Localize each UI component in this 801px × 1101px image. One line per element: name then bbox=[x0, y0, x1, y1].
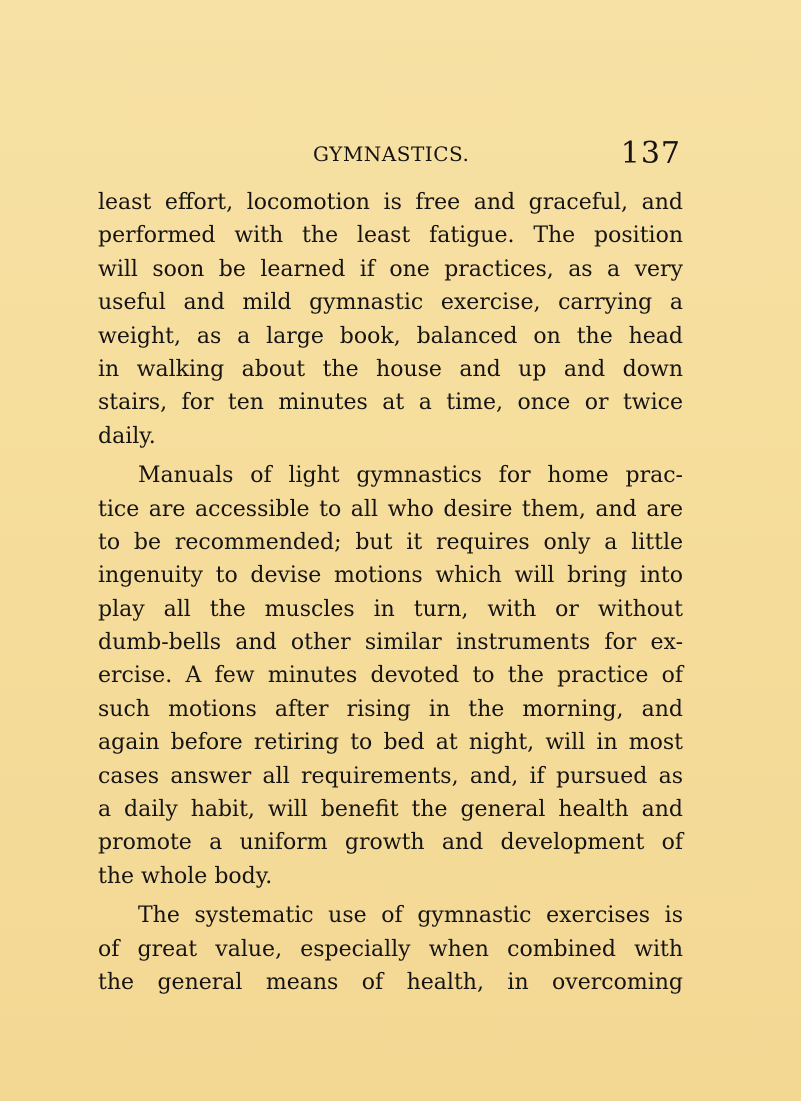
text-line: will soon be learned if one practices, as a very bbox=[98, 256, 683, 282]
running-head bbox=[269, 136, 681, 176]
text-line: to be recommended; but it requires only a little bbox=[98, 529, 683, 555]
text-line: a daily habit, will benefit the general health and bbox=[98, 797, 683, 823]
text-line: The systematic use of gymnastic exercises is bbox=[138, 903, 683, 929]
text-line: stairs, for ten minutes at a time, once or twice bbox=[98, 390, 683, 416]
text-line: the general means of health, in overcoming bbox=[98, 969, 683, 995]
text-line: ingenuity to devise motions which will bring into bbox=[98, 563, 683, 589]
text-line: of great value, especially when combined with bbox=[98, 936, 683, 962]
text-line: Manuals of light gymnastics for home prac- bbox=[138, 463, 683, 489]
page-number: 137 bbox=[620, 136, 681, 171]
text-line: tice are accessible to all who desire them, and are bbox=[98, 496, 683, 522]
text-line: weight, as a large book, balanced on the head bbox=[98, 323, 683, 349]
text-line: play all the muscles in turn, with or without bbox=[98, 596, 683, 622]
text-line: least effort, locomotion is free and graceful, and bbox=[98, 190, 683, 215]
text-line: the whole body. bbox=[98, 863, 273, 889]
text-line: useful and mild gymnastic exercise, carrying a bbox=[98, 290, 683, 316]
text-line: ercise. A few minutes devoted to the practice of bbox=[98, 663, 683, 689]
text-line: such motions after rising in the morning, and bbox=[98, 696, 683, 722]
text-line: cases answer all requirements, and, if pursued as bbox=[98, 763, 683, 789]
text-line: daily. bbox=[98, 423, 156, 449]
text-line: dumb-bells and other similar instruments for ex- bbox=[98, 630, 683, 656]
text-line: again before retiring to bed at night, will in most bbox=[98, 730, 683, 756]
running-title: GYMNASTICS. bbox=[313, 142, 470, 166]
text-line: promote a uniform growth and development of bbox=[98, 830, 683, 856]
text-line: in walking about the house and up and down bbox=[98, 356, 683, 382]
body-text bbox=[98, 186, 683, 999]
text-line: performed with the least fatigue. The position bbox=[98, 223, 683, 249]
